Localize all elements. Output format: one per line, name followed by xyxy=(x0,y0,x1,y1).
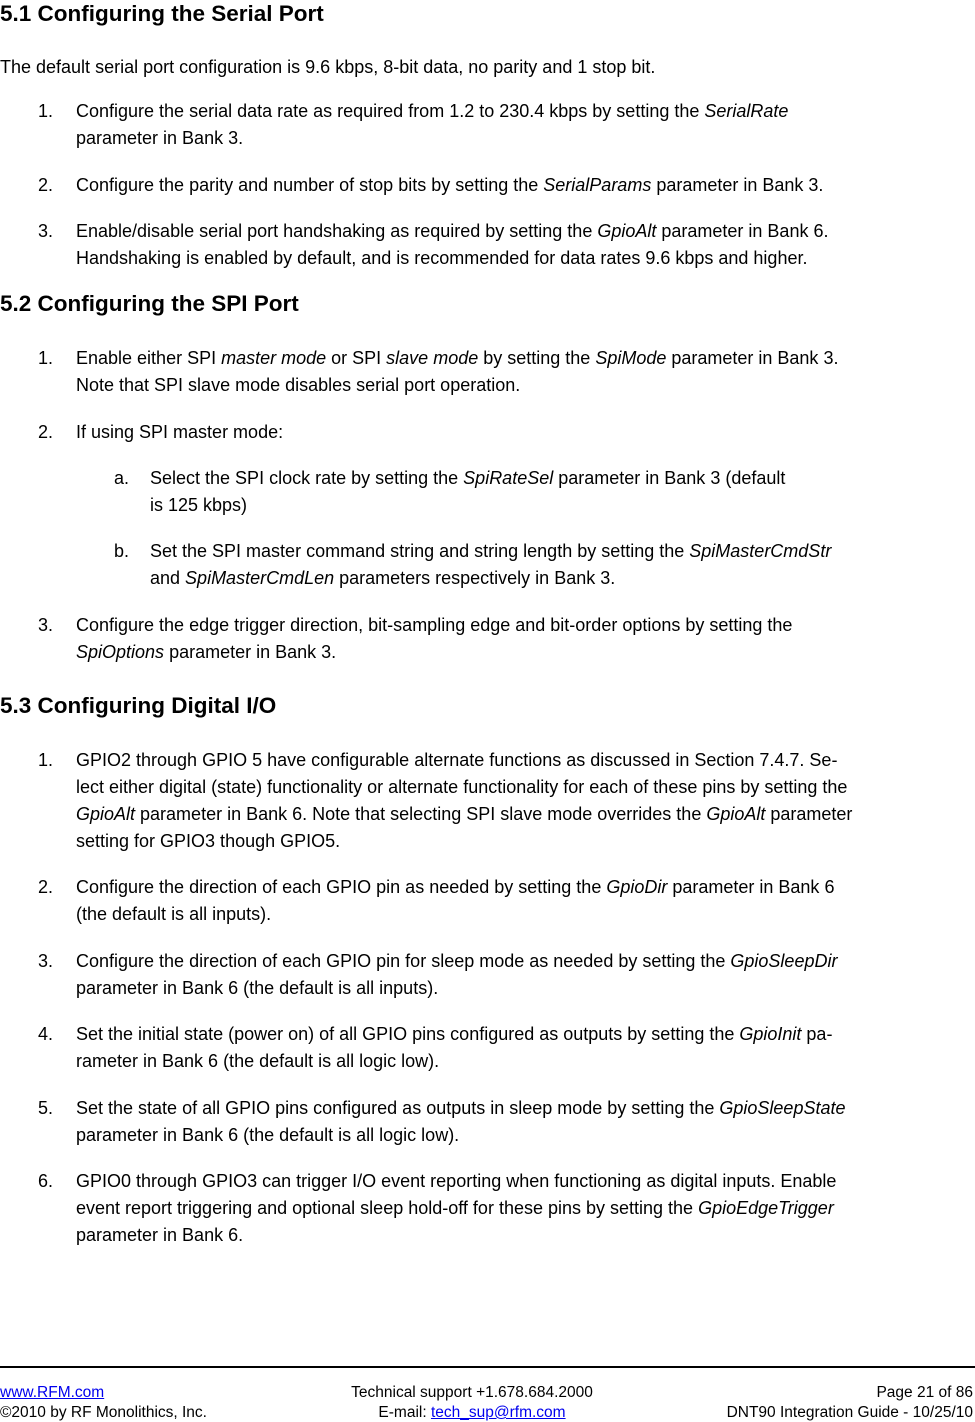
list-item-line: Select the SPI clock rate by setting the SpiRateSel parameter in Bank 3 (default xyxy=(150,468,786,488)
list-item-line: rameter in Bank 6 (the default is all logic low). xyxy=(76,1051,440,1071)
parameter-name: GpioEdgeTrigger xyxy=(698,1198,834,1218)
list-item-line: If using SPI master mode: xyxy=(76,422,284,442)
list-item-line: Configure the edge trigger direction, bit-sampling edge and bit-order options by setting the xyxy=(76,615,793,635)
copyright-text: ©2010 by RF Monolithics, Inc. xyxy=(0,1404,207,1421)
list-item-number: 2. xyxy=(38,175,54,195)
parameter-name: GpioInit xyxy=(739,1024,802,1044)
list-item-line: lect either digital (state) functionality or alternate functionality for each of these pins by setting the xyxy=(76,777,848,797)
list-item-number: 3. xyxy=(38,221,54,241)
parameter-name: SpiMasterCmdStr xyxy=(689,541,832,561)
list-item-line: Configure the parity and number of stop bits by setting the SerialParams parameter in Bank 3. xyxy=(76,175,824,195)
list-item-number: 4. xyxy=(38,1024,54,1044)
list-item-line: parameter in Bank 6 (the default is all logic low). xyxy=(76,1125,460,1145)
parameter-name: GpioDir xyxy=(606,877,668,897)
list-item-line: parameter in Bank 6 (the default is all inputs). xyxy=(76,978,439,998)
list-item-line: Set the state of all GPIO pins configured as outputs in sleep mode by setting the GpioSleepState xyxy=(76,1098,846,1118)
list-item-line: Set the initial state (power on) of all GPIO pins configured as outputs by setting the GpioInit pa- xyxy=(76,1024,833,1044)
list-item-line: Enable/disable serial port handshaking as required by setting the GpioAlt parameter in Bank 6. xyxy=(76,221,829,241)
list-item-line: setting for GPIO3 though GPIO5. xyxy=(76,831,341,851)
list-item-number: 6. xyxy=(38,1171,54,1191)
support-phone: Technical support +1.678.684.2000 xyxy=(351,1384,593,1401)
parameter-name: master mode xyxy=(221,348,327,368)
list-item-line: (the default is all inputs). xyxy=(76,904,272,924)
parameter-name: GpioSleepDir xyxy=(730,951,838,971)
list-item-number: 1. xyxy=(38,101,54,121)
section-heading-5-1: 5.1 Configuring the Serial Port xyxy=(0,1,324,26)
email-link[interactable]: tech_sup@rfm.com xyxy=(430,1404,566,1421)
footer-divider xyxy=(0,1366,975,1368)
support-email xyxy=(378,1404,565,1422)
list-item-line: Note that SPI slave mode disables serial port operation. xyxy=(76,375,521,395)
list-item-line: GPIO2 through GPIO 5 have configurable alternate functions as discussed in Section 7.4.7. Se- xyxy=(76,750,838,770)
email-label: E-mail: xyxy=(378,1404,431,1421)
list-item-line: Handshaking is enabled by default, and is recommended for data rates 9.6 kbps and higher. xyxy=(76,248,808,268)
list-item-number: 3. xyxy=(38,951,54,971)
parameter-name: SpiOptions xyxy=(76,642,165,662)
parameter-name: SerialParams xyxy=(543,175,652,195)
section-heading-5-3: 5.3 Configuring Digital I/O xyxy=(0,693,277,718)
list-item-line: Enable either SPI master mode or SPI slave mode by setting the SpiMode parameter in Bank 3. xyxy=(76,348,839,368)
parameter-name: GpioAlt xyxy=(706,804,766,824)
parameter-name: GpioSleepState xyxy=(719,1098,846,1118)
parameter-name: GpioAlt xyxy=(597,221,657,241)
list-item-line: Configure the direction of each GPIO pin for sleep mode as needed by setting the GpioSleepDir xyxy=(76,951,838,971)
list-item-line: GpioAlt parameter in Bank 6. Note that selecting SPI slave mode overrides the GpioAlt parameter xyxy=(76,804,853,824)
list-item-line: SpiOptions parameter in Bank 3. xyxy=(76,642,337,662)
parameter-name: SpiRateSel xyxy=(463,468,554,488)
list-item-line: Set the SPI master command string and string length by setting the SpiMasterCmdStr xyxy=(150,541,832,561)
list-item-number: b. xyxy=(114,541,130,561)
list-item-line: parameter in Bank 6. xyxy=(76,1225,244,1245)
list-item-line: is 125 kbps) xyxy=(150,495,248,515)
parameter-name: SerialRate xyxy=(704,101,789,121)
section-heading-5-2: 5.2 Configuring the SPI Port xyxy=(0,291,299,316)
list-item-line: event report triggering and optional sleep hold-off for these pins by setting the GpioEdgeTrigger xyxy=(76,1198,834,1218)
list-item-line: parameter in Bank 3. xyxy=(76,128,244,148)
list-item-number: 2. xyxy=(38,877,54,897)
list-item-number: 2. xyxy=(38,422,54,442)
list-item-line: Configure the direction of each GPIO pin as needed by setting the GpioDir parameter in Bank 6 xyxy=(76,877,835,897)
parameter-name: slave mode xyxy=(386,348,479,368)
list-item-number: a. xyxy=(114,468,130,488)
list-item-line: GPIO0 through GPIO3 can trigger I/O event reporting when functioning as digital inputs. Enable xyxy=(76,1171,837,1191)
website-link[interactable]: www.RFM.com xyxy=(0,1384,105,1401)
parameter-name: SpiMode xyxy=(595,348,667,368)
page-number: Page 21 of 86 xyxy=(876,1384,973,1401)
section-intro: The default serial port configuration is 9.6 kbps, 8-bit data, no parity and 1 stop bit. xyxy=(0,57,656,77)
list-item-line: Configure the serial data rate as required from 1.2 to 230.4 kbps by setting the SerialRate xyxy=(76,101,789,121)
list-item-number: 1. xyxy=(38,750,54,770)
parameter-name: SpiMasterCmdLen xyxy=(185,568,335,588)
list-item-number: 1. xyxy=(38,348,54,368)
list-item-line: and SpiMasterCmdLen parameters respectively in Bank 3. xyxy=(150,568,616,588)
list-item-number: 5. xyxy=(38,1098,54,1118)
list-item-number: 3. xyxy=(38,615,54,635)
document-title: DNT90 Integration Guide - 10/25/10 xyxy=(726,1404,973,1421)
parameter-name: GpioAlt xyxy=(76,804,136,824)
